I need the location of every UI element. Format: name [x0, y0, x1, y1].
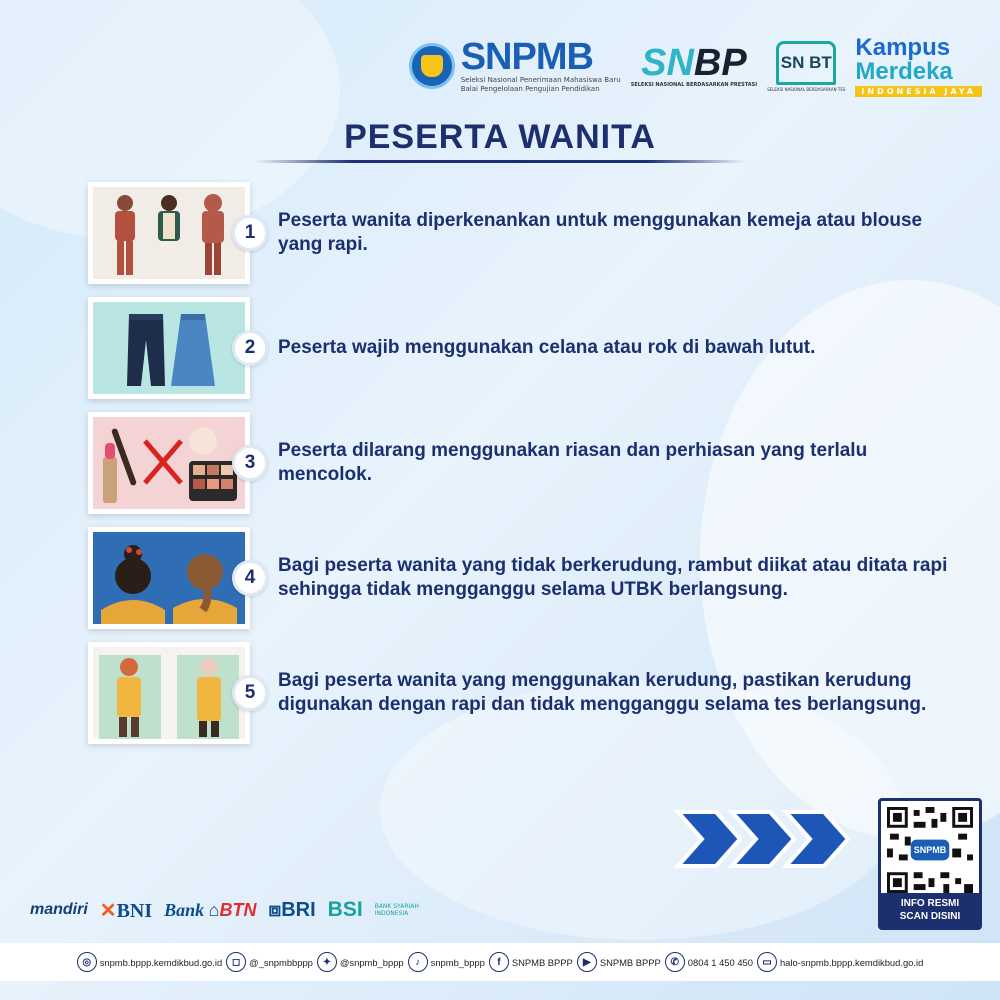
kampus-merdeka-logo	[855, 33, 982, 97]
youtube-icon: ▶	[577, 952, 597, 972]
snpmb-logo	[409, 38, 621, 94]
footer-helpdesk-text: halo-snpmb.bppp.kemdikbud.go.id	[779, 956, 924, 968]
list-item	[88, 297, 948, 399]
twitter-icon: ✦	[317, 952, 337, 972]
step-text: Peserta wajib menggunakan celana atau rok di bawah lutut.	[278, 337, 816, 358]
footer-youtube-text: SNPMB BPPP	[599, 956, 661, 968]
qr-code-card[interactable]	[878, 798, 982, 930]
bri-logo: ⧈BRI	[268, 898, 316, 921]
step-text: Peserta dilarang menggunakan riasan dan perhiasan yang terlalu mencolok.	[278, 440, 868, 485]
footer-instagram[interactable]	[226, 952, 313, 972]
snbp-logo	[631, 44, 757, 88]
snpmb-subtitle: Seleksi Nasional Penerimaan Mahasiswa Baru	[460, 76, 621, 84]
footer-tiktok-text: snpmb_bppp	[430, 956, 485, 968]
snbt-subtitle: SELEKSI NASIONAL BERDASARKAN TES	[767, 86, 846, 92]
snpmb-subtitle-2: Balai Pengelolaan Pengujian Pendidikan	[460, 85, 600, 93]
footer-phone-text: 0804 1 450 450	[687, 956, 753, 968]
title-underline	[255, 160, 745, 163]
blouse-illustration	[88, 182, 250, 284]
snbp-subtitle: SELEKSI NASIONAL BERDASARKAN PRESTASI	[630, 82, 758, 88]
snpmb-wordmark: SNPMB	[460, 36, 593, 78]
facebook-icon: f	[489, 952, 509, 972]
step-text: Bagi peserta wanita yang menggunakan kerudung, pastikan kerudung digunakan dengan rapi dan tidak mengganggu selama tes berlangsung.	[278, 670, 927, 715]
step-number: 5	[232, 675, 268, 711]
chevron-right-icon	[672, 806, 862, 872]
tut-wuri-emblem-icon	[409, 43, 455, 89]
instagram-icon: ◻	[226, 952, 246, 972]
indonesia-jaya-bar: INDONESIA JAYA	[855, 86, 982, 97]
hair-tied-illustration	[88, 527, 250, 629]
list-item	[88, 182, 948, 284]
snbp-wordmark-b: BP	[693, 42, 747, 84]
header-logos	[409, 28, 982, 104]
footer-facebook-text: SNPMB BPPP	[511, 956, 573, 968]
tiktok-icon: ♪	[408, 952, 428, 972]
kampus-wordmark: Kampus	[855, 33, 951, 61]
hijab-illustration	[88, 642, 250, 744]
contact-footer	[0, 943, 1000, 981]
bsi-logo: BSI	[327, 898, 363, 921]
footer-website-text: snpmb.bppp.kemdikbud.go.id	[99, 956, 223, 968]
snbp-wordmark-a: SN	[641, 42, 694, 84]
bsi-subtitle: BANK SYARIAH INDONESIA	[374, 903, 419, 917]
step-number: 3	[232, 445, 268, 481]
bni-logo: ✕BNI	[99, 899, 153, 922]
footer-helpdesk[interactable]	[757, 952, 923, 972]
qr-caption-line1: INFO RESMI	[900, 898, 960, 909]
footer-tiktok[interactable]	[408, 952, 485, 972]
step-text: Peserta wanita diperkenankan untuk menggunakan kemeja atau blouse yang rapi.	[278, 210, 923, 255]
footer-instagram-text: @_snpmbbppp	[249, 956, 313, 968]
snbt-wordmark: SN BT	[776, 41, 836, 85]
qr-logo-label: SNPMB	[913, 845, 947, 855]
list-item	[88, 527, 948, 629]
step-number: 4	[232, 560, 268, 596]
laptop-icon: ▭	[757, 952, 777, 972]
footer-twitter-text: @snpmb_bppp	[339, 956, 404, 968]
btn-bank-word: Bank	[164, 899, 205, 920]
footer-facebook[interactable]	[489, 952, 573, 972]
btn-wordmark: BTN	[219, 899, 257, 920]
bank-logos	[30, 892, 425, 928]
qr-caption	[881, 893, 979, 927]
snbt-logo	[767, 41, 845, 92]
mandiri-logo: mandiri	[30, 901, 88, 918]
pants-skirt-illustration	[88, 297, 250, 399]
makeup-illustration	[88, 412, 250, 514]
phone-icon: ✆	[665, 952, 685, 972]
footer-twitter[interactable]	[317, 952, 404, 972]
bri-wordmark: BRI	[281, 898, 316, 921]
footer-website[interactable]	[77, 952, 222, 972]
bni-wordmark: BNI	[116, 899, 153, 922]
page-title: PESERTA WANITA	[344, 118, 656, 156]
btn-logo: Bank ⌂BTN	[164, 899, 257, 920]
list-item	[88, 412, 948, 514]
list-item	[88, 642, 948, 744]
footer-phone[interactable]	[665, 952, 753, 972]
step-number: 1	[232, 215, 268, 251]
qr-caption-line2: SCAN DISINI	[899, 911, 961, 922]
step-number: 2	[232, 330, 268, 366]
footer-youtube[interactable]	[577, 952, 661, 972]
web-icon: ◎	[77, 952, 97, 972]
merdeka-wordmark: Merdeka	[855, 57, 953, 85]
step-text: Bagi peserta wanita yang tidak berkerudung, rambut diikat atau ditata rapi sehingga tidak mengganggu selama UTBK berlangsung.	[278, 555, 948, 600]
